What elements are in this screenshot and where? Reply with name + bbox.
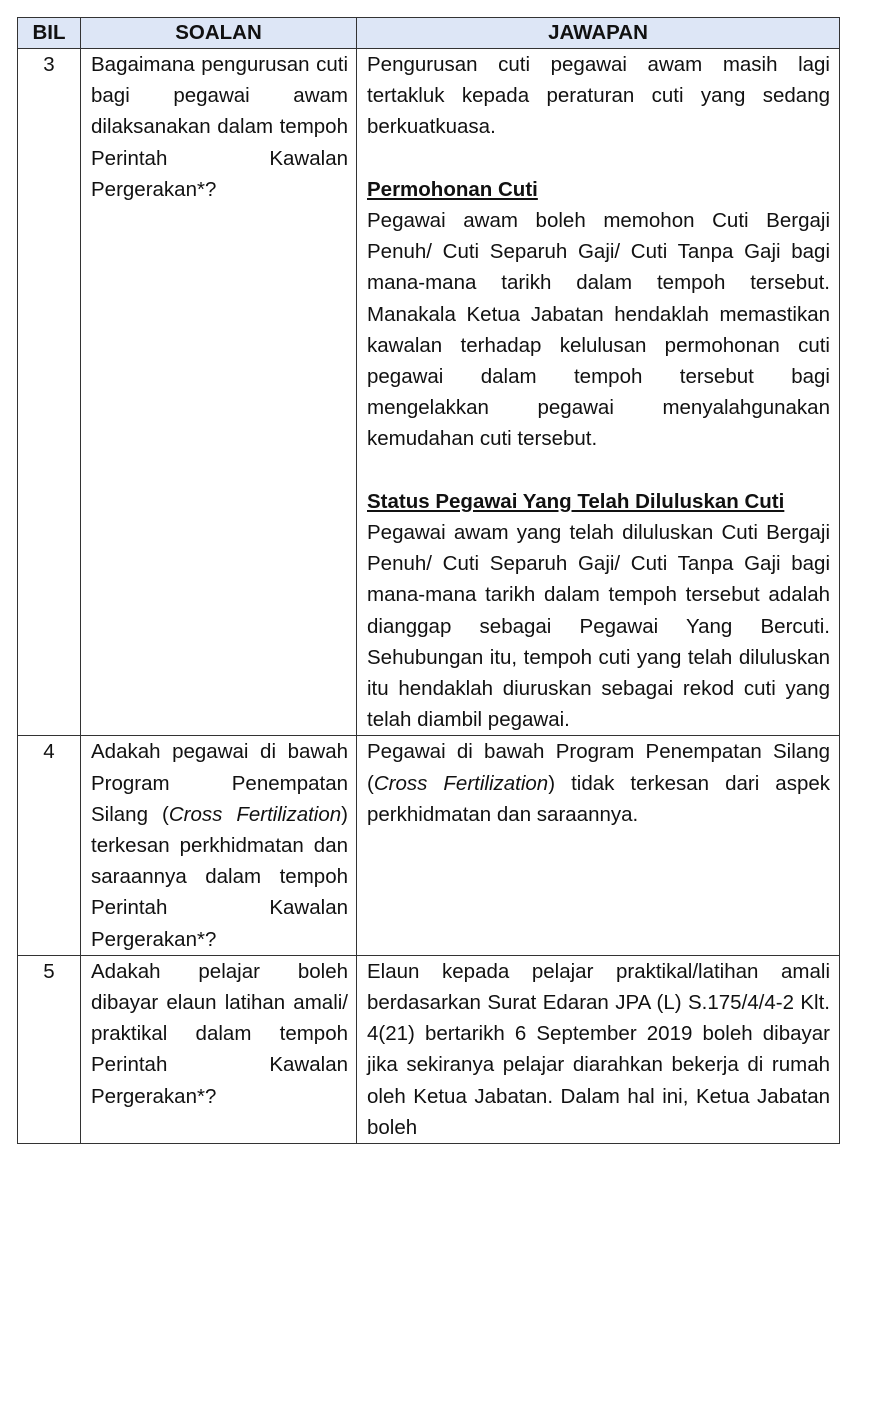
answer-intro: Pengurusan cuti pegawai awam masih lagi tertakluk kepada peraturan cuti yang sedang berkuatkuasa. — [367, 53, 830, 139]
question-text: ) terkesan perkhidmatan dan saraannya dalam tempoh Perintah Kawalan Pergerakan*? — [91, 802, 348, 951]
answer-cell — [357, 736, 840, 955]
question-cell — [81, 736, 357, 955]
row-number: 5 — [18, 955, 81, 1143]
paragraph-spacer — [367, 455, 830, 486]
answer-subheading: Status Pegawai Yang Telah Diluluskan Cuti — [367, 489, 785, 513]
answer-paragraph: Pegawai awam boleh memohon Cuti Bergaji Penuh/ Cuti Separuh Gaji/ Cuti Tanpa Gaji bagi mana-mana tarikh dalam tempoh tersebut. Manakala Ketua Jabatan hendaklah memastikan kawalan terhadap kelulusan permohonan cuti pegawai dalam tempoh tersebut bagi mengelakkan pegawai menyalahgunakan kemudahan cuti tersebut. — [367, 209, 830, 451]
header-bil: BIL — [18, 18, 81, 49]
answer-cell — [357, 49, 840, 736]
answer-cell: Elaun kepada pelajar praktikal/latihan amali berdasarkan Surat Edaran JPA (L) S.175/4/4-2 Klt. 4(21) bertarikh 6 September 2019 boleh dibayar jika sekiranya pelajar diarahkan bekerja di rumah oleh Ketua Jabatan. Dalam hal ini, Ketua Jabatan boleh — [357, 955, 840, 1143]
table-row — [18, 955, 840, 1143]
header-soalan: SOALAN — [81, 18, 357, 49]
answer-subheading: Permohonan Cuti — [367, 177, 538, 201]
table-row — [18, 49, 840, 736]
row-number: 3 — [18, 49, 81, 736]
answer-text: ) tidak terkesan dari aspek perkhidmatan dan saraannya. — [367, 771, 830, 826]
question-cell: Adakah pelajar boleh dibayar elaun latihan amali/ praktikal dalam tempoh Perintah Kawalan Pergerakan*? — [81, 955, 357, 1143]
table-header-row — [18, 18, 840, 49]
answer-italic-term: Cross Fertilization — [373, 771, 549, 795]
table-row — [18, 736, 840, 955]
faq-table — [17, 17, 840, 1144]
header-jawapan: JAWAPAN — [357, 18, 840, 49]
paragraph-spacer — [367, 143, 830, 174]
question-cell: Bagaimana pengurusan cuti bagi pegawai awam dilaksanakan dalam tempoh Perintah Kawalan Pergerakan*? — [81, 49, 357, 736]
answer-text: Pegawai di bawah Program Penempatan Silang ( — [367, 740, 830, 795]
answer-paragraph: Pegawai awam yang telah diluluskan Cuti Bergaji Penuh/ Cuti Separuh Gaji/ Cuti Tanpa Gaji bagi mana-mana tarikh dalam tempoh tersebut adalah dianggap sebagai Pegawai Yang Bercuti. Sehubungan itu, tempoh cuti yang telah diluluskan itu hendaklah diuruskan sebagai rekod cuti yang telah diambil pegawai. — [367, 521, 830, 732]
row-number: 4 — [18, 736, 81, 955]
question-italic-term: Cross Fertilization — [168, 802, 342, 826]
question-text: Adakah pegawai di bawah Program Penempatan Silang ( — [91, 740, 348, 826]
